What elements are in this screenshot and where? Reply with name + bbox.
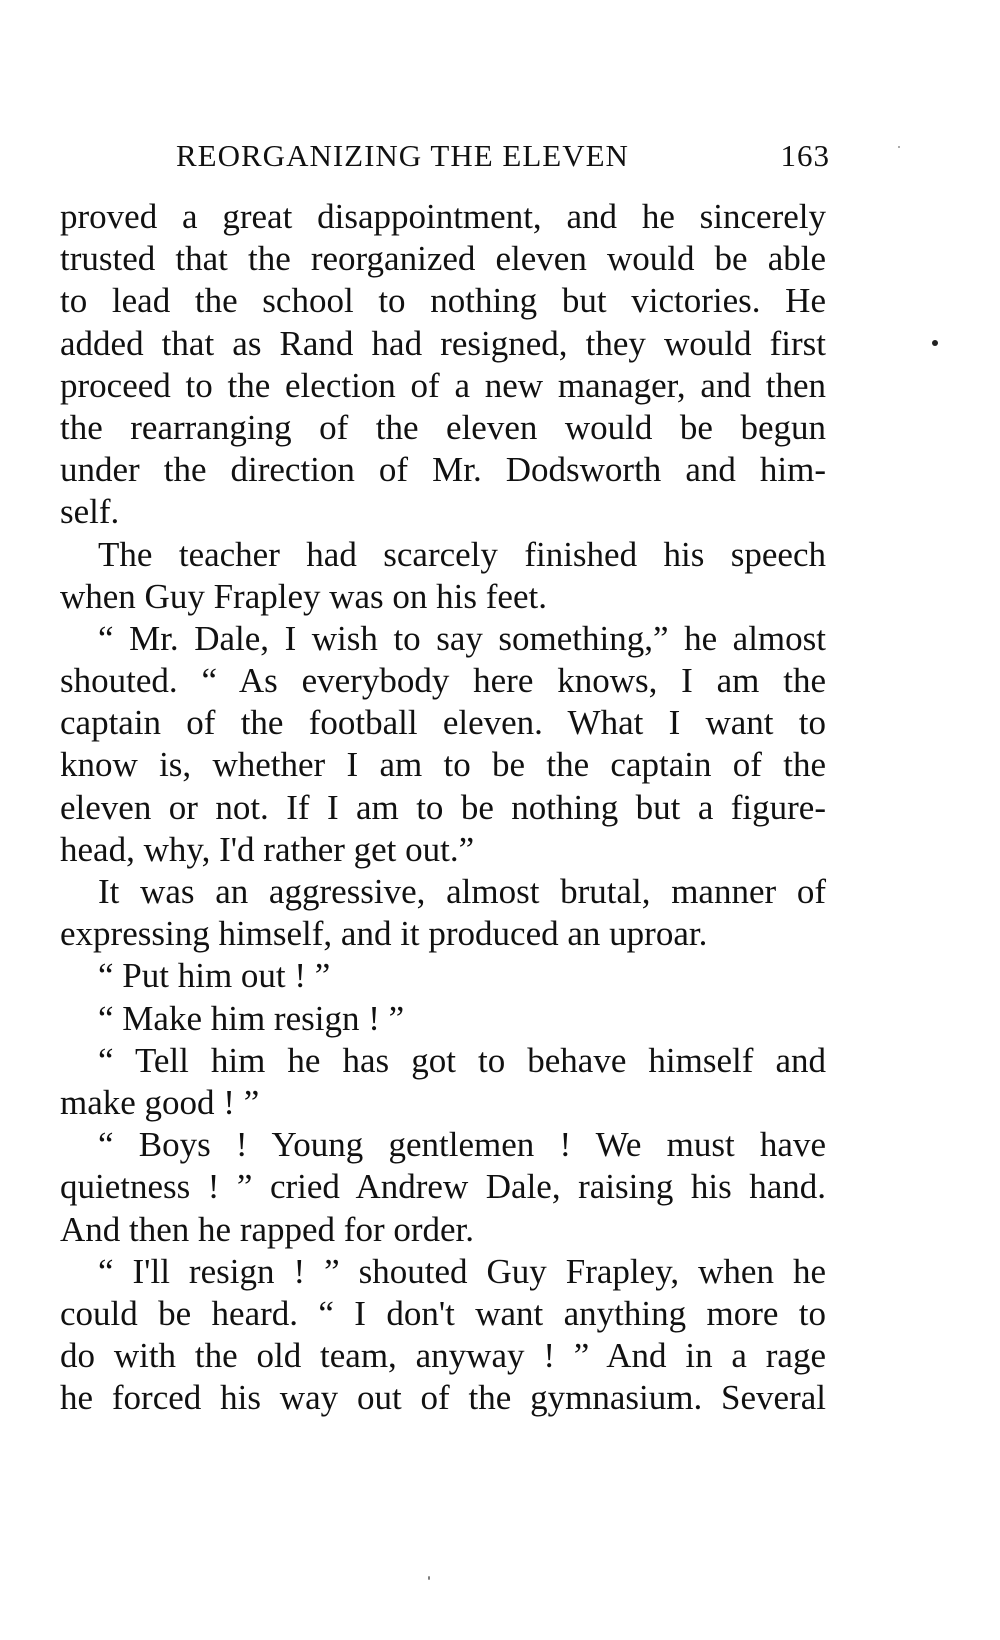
- text-line: The teacher had scarcely finished his speech: [98, 534, 826, 574]
- text-line: “ Boys ! Young gentlemen ! We must have: [98, 1125, 826, 1165]
- text-line: self.: [60, 492, 120, 532]
- text-line: And then he rapped for order.: [60, 1209, 475, 1249]
- text-line: to lead the school to nothing but victories. He: [60, 281, 826, 321]
- text-line: do with the old team, anyway ! ” And in a rage: [60, 1336, 826, 1376]
- text-line: shouted. “ As everybody here knows, I am the: [60, 661, 826, 701]
- text-line: captain of the football eleven. What I want to: [60, 703, 826, 743]
- text-line: when Guy Frapley was on his feet.: [60, 576, 547, 616]
- text-line: make good ! ”: [60, 1082, 260, 1122]
- page-number: 163: [780, 138, 830, 173]
- text-line: the rearranging of the eleven would be begun: [60, 407, 826, 447]
- text-line: added that as Rand had resigned, they would first: [60, 323, 826, 363]
- text-line: “ Make him resign ! ”: [98, 998, 405, 1038]
- running-header: [60, 138, 830, 182]
- text-line: proved a great disappointment, and he sincerely: [60, 197, 826, 236]
- text-line: quietness ! ” cried Andrew Dale, raising his hand.: [60, 1167, 826, 1207]
- text-line: “ I'll resign ! ” shouted Guy Frapley, when he: [98, 1251, 826, 1291]
- text-line: It was an aggressive, almost brutal, manner of: [98, 872, 826, 911]
- text-line: eleven or not. If I am to be nothing but a figure-: [60, 787, 826, 827]
- text-line: under the direction of Mr. Dodsworth and him-: [60, 450, 826, 490]
- scan-speck: [932, 340, 938, 346]
- text-line: expressing himself, and it produced an uproar.: [60, 914, 708, 954]
- scan-speck: [428, 1576, 430, 1580]
- text-line: trusted that the reorganized eleven would be able: [60, 239, 826, 279]
- text-line: could be heard. “ I don't want anything more to: [60, 1293, 826, 1333]
- text-line: “ Tell him he has got to behave himself and: [98, 1040, 826, 1080]
- scan-speck: [898, 146, 900, 148]
- text-line: he forced his way out of the gymnasium. Several: [60, 1378, 826, 1418]
- running-title: REORGANIZING THE ELEVEN: [176, 138, 629, 173]
- text-line: “ Mr. Dale, I wish to say something,” he almost: [98, 618, 826, 658]
- text-line: proceed to the election of a new manager, and then: [60, 365, 826, 405]
- text-line: “ Put him out ! ”: [98, 956, 331, 996]
- text-line: know is, whether I am to be the captain of the: [60, 745, 826, 785]
- body-text: [60, 196, 826, 1419]
- text-line: head, why, I'd rather get out.”: [60, 829, 475, 869]
